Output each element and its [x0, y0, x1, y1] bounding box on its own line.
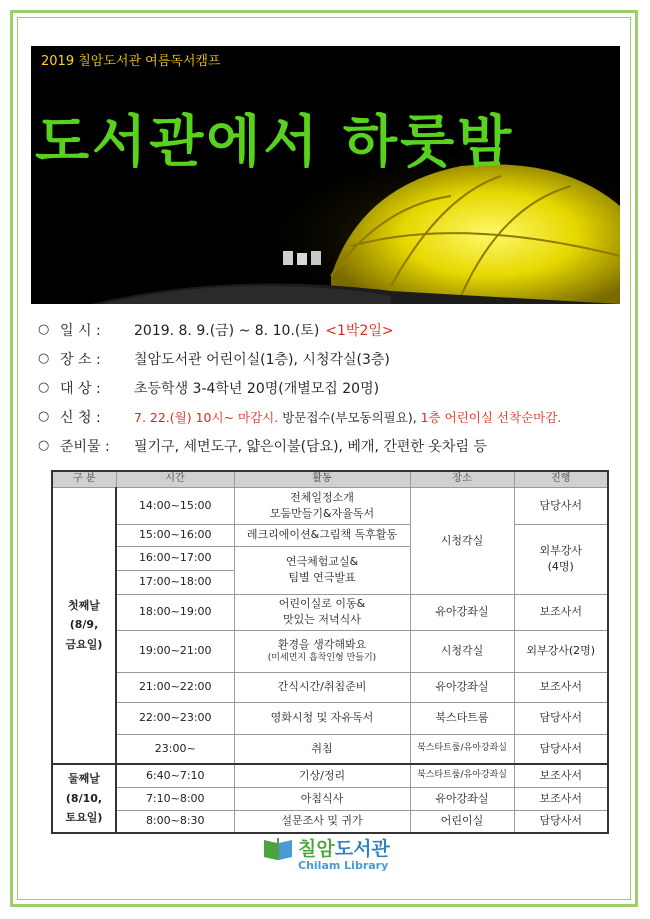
activity-line: (미세먼지 흡착인형 만들기) [267, 653, 377, 664]
activity-cell: 기상/정리 [234, 764, 410, 787]
place-cell: 유아강좌실 [410, 594, 514, 630]
table-row [52, 810, 608, 833]
info-value: 2019. 8. 9.(금) ~ 8. 10.(토) [134, 322, 320, 339]
time-cell: 17:00~18:00 [116, 570, 234, 594]
host-line: 외부강사 [539, 544, 582, 558]
activity-cell: 영화시청 및 자유독서 [234, 702, 410, 734]
table-header-row [52, 471, 608, 487]
host-cell: 외부강사(2명) [514, 630, 608, 672]
table-row [52, 702, 608, 734]
info-highlight: 1층 어린이실 선착순마감. [420, 409, 562, 425]
place-cell: 북스타트룸 [410, 702, 514, 734]
table-row [52, 487, 608, 524]
activity-line: 맛있는 저녁식사 [283, 613, 361, 626]
table-row [52, 672, 608, 702]
info-highlight: <1박2일> [325, 322, 394, 339]
activity-cell [234, 546, 410, 594]
activity-cell: 설문조사 및 귀가 [234, 810, 410, 833]
table-row [52, 734, 608, 764]
info-label: 준비물 : [60, 438, 110, 455]
time-cell: 8:00~8:30 [116, 810, 234, 833]
banner-subtitle: 2019 칠암도서관 여름독서캠프 [41, 54, 221, 69]
time-cell: 23:00~ [116, 734, 234, 764]
activity-cell: 아침식사 [234, 787, 410, 810]
place-cell: 유아강좌실 [410, 672, 514, 702]
day1-cell [52, 487, 116, 764]
info-value: 필기구, 세면도구, 얇은이불(담요), 베개, 간편한 옷차림 등 [134, 438, 487, 455]
info-label: 일 시 : [60, 322, 101, 339]
bullet-circle-icon: ○ [38, 322, 50, 337]
host-cell: 담당사서 [514, 734, 608, 764]
header-place: 장소 [410, 471, 514, 487]
activity-cell [234, 630, 410, 672]
info-label: 장 소 : [60, 351, 101, 368]
info-supplies [38, 431, 618, 460]
day-weekday: 토요일) [65, 811, 103, 825]
host-cell: 보조사서 [514, 787, 608, 810]
place-cell: 북스타트룸/유아강좌실 [410, 734, 514, 764]
time-cell: 18:00~19:00 [116, 594, 234, 630]
day2-cell [52, 764, 116, 833]
activity-cell [234, 594, 410, 630]
activity-line: 환경을 생각해봐요 [277, 637, 367, 651]
time-cell: 16:00~17:00 [116, 546, 234, 570]
host-cell: 보조사서 [514, 594, 608, 630]
activity-line: 팀별 연극발표 [288, 571, 356, 584]
info-value: 방문접수(부모동의필요), [278, 409, 421, 425]
header-activity: 활동 [234, 471, 410, 487]
bullet-circle-icon: ○ [38, 351, 50, 366]
header-host: 진행 [514, 471, 608, 487]
host-line: (4명) [547, 560, 574, 573]
table-row [52, 764, 608, 787]
time-cell: 6:40~7:10 [116, 764, 234, 787]
place-cell: 북스타트룸/유아강좌실 [410, 764, 514, 787]
time-cell: 15:00~16:00 [116, 524, 234, 546]
info-apply [38, 402, 618, 431]
activity-line: 전체일정소개 [290, 490, 354, 504]
info-value: 칠암도서관 어린이실(1층), 시청각실(3층) [134, 351, 390, 368]
host-cell: 담당사서 [514, 487, 608, 524]
activity-cell: 간식시간/취침준비 [234, 672, 410, 702]
info-date [38, 315, 618, 344]
info-highlight: 7. 22.(월) 10시~ 마감시. [134, 409, 279, 425]
host-cell: 보조사서 [514, 672, 608, 702]
logo-name [298, 834, 390, 861]
place-cell: 시청각실 [410, 487, 514, 594]
library-logo [262, 832, 402, 878]
table-row [52, 787, 608, 810]
table-row [52, 594, 608, 630]
host-cell [514, 524, 608, 594]
day-date: (8/10, [65, 791, 103, 805]
time-cell: 22:00~23:00 [116, 702, 234, 734]
logo-name-part2: 도서관 [334, 838, 390, 860]
activity-line: 모둠만들기&자율독서 [269, 506, 375, 520]
activity-cell [234, 487, 410, 524]
host-cell: 담당사서 [514, 810, 608, 833]
info-value: 초등학생 3-4학년 20명(개별모집 20명) [134, 380, 380, 397]
bullet-circle-icon: ○ [38, 380, 50, 395]
info-target [38, 373, 618, 402]
header-category: 구 분 [52, 471, 116, 487]
time-cell: 14:00~15:00 [116, 487, 234, 524]
schedule-table [51, 470, 609, 834]
banner-image [31, 46, 620, 304]
bullet-circle-icon: ○ [38, 438, 50, 453]
info-label: 신 청 : [60, 409, 101, 426]
day-label: 첫째날 [68, 598, 100, 612]
activity-cell: 취침 [234, 734, 410, 764]
bullet-circle-icon: ○ [38, 409, 50, 424]
activity-cell: 레크리에이션&그림책 독후활동 [234, 524, 410, 546]
event-info-list [38, 315, 618, 460]
day-weekday: 금요일) [65, 638, 103, 652]
day-date: (8/9, [69, 618, 99, 632]
activity-line: 연극체험교실& [285, 555, 359, 569]
time-cell: 7:10~8:00 [116, 787, 234, 810]
place-cell: 시청각실 [410, 630, 514, 672]
activity-line: 어린이실로 이동& [278, 597, 366, 611]
logo-name-part1: 칠암 [298, 838, 335, 860]
info-label: 대 상 : [60, 380, 101, 397]
place-cell: 유아강좌실 [410, 787, 514, 810]
day-label: 둘째날 [68, 771, 100, 785]
book-icon [262, 836, 294, 862]
host-cell: 담당사서 [514, 702, 608, 734]
banner-title: 도서관에서 하룻밤 [35, 110, 515, 175]
time-cell: 21:00~22:00 [116, 672, 234, 702]
logo-english: Chilam Library [298, 859, 389, 872]
time-cell: 19:00~21:00 [116, 630, 234, 672]
header-time: 시간 [116, 471, 234, 487]
info-place [38, 344, 618, 373]
table-row [52, 630, 608, 672]
place-cell: 어린이실 [410, 810, 514, 833]
table-row [52, 524, 608, 546]
host-cell: 보조사서 [514, 764, 608, 787]
